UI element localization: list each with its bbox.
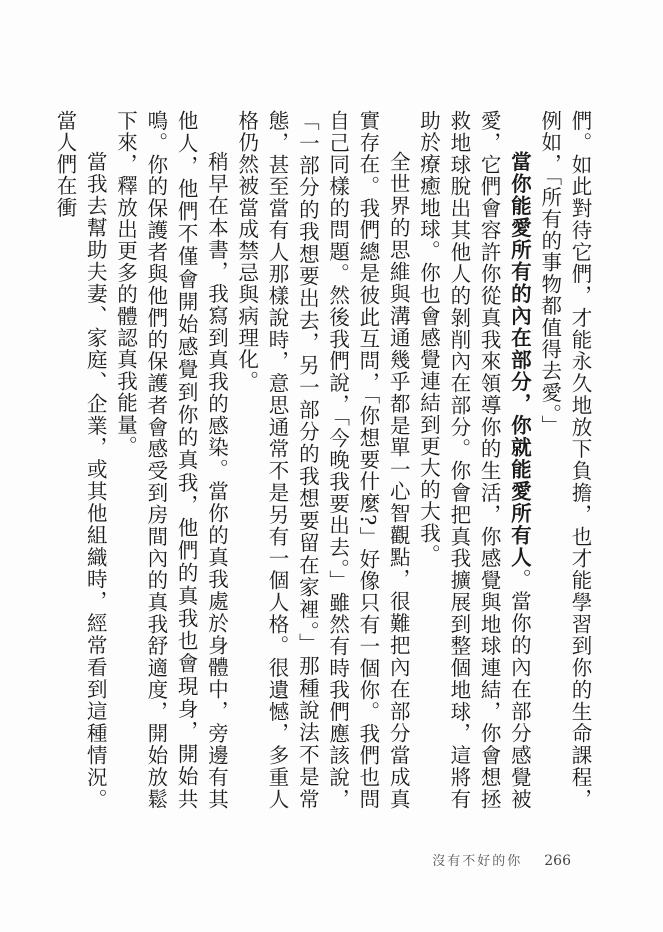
paragraph-continuation — [534, 110, 595, 810]
page-number: 266 — [544, 853, 571, 869]
running-title: 沒有不好的你 — [432, 854, 523, 869]
paragraph-single-mind — [231, 110, 413, 810]
paragraph-text: 當我去幫助夫妻、家庭、企業，或其他組織時，經常看到這種情況。當人們在衝 — [52, 110, 108, 810]
paragraph-love-all-parts — [413, 110, 534, 810]
paragraph-couples-families — [50, 110, 111, 810]
paragraph-emphasis: 當你能愛所有的內在部分，你就能愛所有人 — [507, 151, 532, 569]
paragraph-text: 全世界的思維與溝通幾乎都是單一心智觀點，很難把內在部分當成真實存在。我們總是彼此互問，「你想要什麼?」好像只有一個你。我們也問自己同樣的問題。然後我們說，「今晚我要出去。」雖然有時我們應該說，「一部分的我想要出去，另一部分的我想要留在家裡。」那種說法不是常態，甚至當有人那樣說時，意思通常不是另有一個人格。很遺憾，多重人格仍然被當成禁忌與病理化。 — [234, 110, 411, 810]
paragraph-text: 「所有的事物都值得去愛。」 — [537, 175, 562, 437]
vertical-text-body — [52, 110, 595, 810]
paragraph-text: 。當你的內在部分感覺被愛，它們會容許你從真我來領導你的生活，你感覺與地球連結，你會想拯救地球脫出其他人的剝削內在部分。你會把真我擴展到整個地球，這將有助於療癒地球。你也會感覺連結到更大的大我。 — [416, 110, 532, 810]
page-footer — [432, 850, 571, 869]
paragraph-self-contagion — [110, 110, 231, 810]
paragraph-text: 們。如此對待它們，才能永久地放下負擔，也才能學習到你的生命課程，例如， — [537, 110, 592, 810]
paragraph-text: 稍早在本書，我寫到真我的感染。當你的真我處於身體中，旁邊有其他人，他們不僅會開始感覺到你的真我，他們的真我也會現身，開始共鳴。你的保護者與他們的保護者會感受到房間內的真我舒適度，開始放鬆下來，釋放出更多的體認真我能量。 — [113, 110, 229, 810]
